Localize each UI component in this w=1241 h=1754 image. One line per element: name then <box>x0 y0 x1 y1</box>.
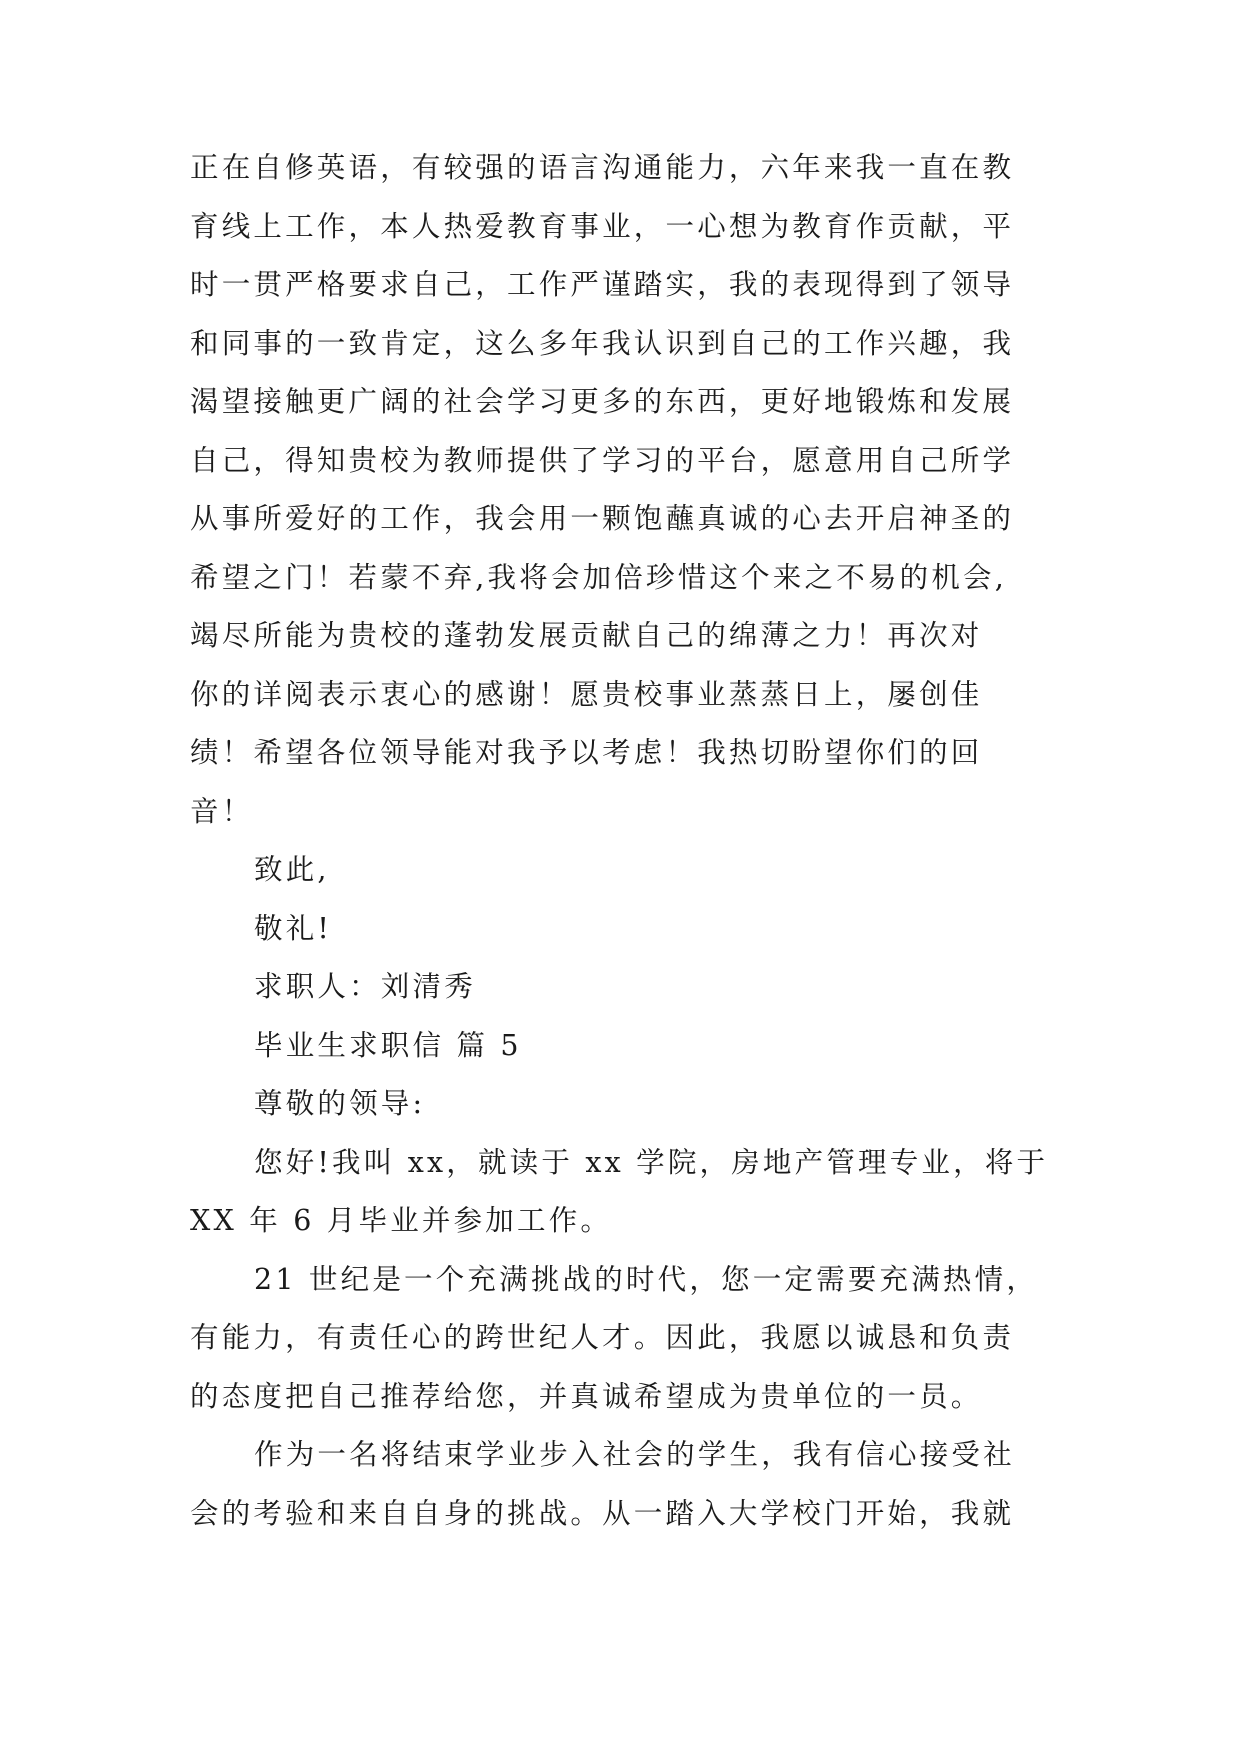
text-line: 从事所爱好的工作，我会用一颗饱蘸真诚的心去开启神圣的 <box>190 502 1015 535</box>
text-line: 会的考验和来自自身的挑战。从一踏入大学校门开始，我就 <box>190 1496 1015 1530</box>
closing-line: 致此, <box>254 853 330 886</box>
section-heading: 毕业生求职信 篇 5 <box>254 1028 522 1062</box>
text-line: 育线上工作，本人热爱教育事业，一心想为教育作贡献，平 <box>190 209 1015 243</box>
letter-body <box>190 139 1050 1543</box>
text-line: 和同事的一致肯定，这么多年我认识到自己的工作兴趣，我 <box>190 326 1015 360</box>
text-line: 21 世纪是一个充满挑战的时代，您一定需要充满热情， <box>254 1262 1039 1296</box>
text-line: 有能力，有责任心的跨世纪人才。因此，我愿以诚恳和负责 <box>190 1321 1015 1354</box>
text-line: 正在自修英语，有较强的语言沟通能力，六年来我一直在教 <box>190 151 1015 184</box>
text-line: 的态度把自己推荐给您，并真诚希望成为贵单位的一员。 <box>190 1379 983 1413</box>
text-line: 渴望接触更广阔的社会学习更多的东西，更好地锻炼和发展 <box>190 385 1015 418</box>
text-line: 绩！希望各位领导能对我予以考虑！我热切盼望你们的回 <box>190 736 983 769</box>
text-line: 竭尽所能为贵校的蓬勃发展贡献自己的绵薄之力！再次对 <box>190 619 983 652</box>
text-line: 作为一名将结束学业步入社会的学生，我有信心接受社 <box>254 1438 1015 1471</box>
text-line: 自己，得知贵校为教师提供了学习的平台，愿意用自己所学 <box>190 443 1015 477</box>
greeting-line: 尊敬的领导: <box>254 1087 426 1120</box>
text-line: 你的详阅表示衷心的感谢！愿贵校事业蒸蒸日上，屡创佳 <box>190 677 983 711</box>
text-line: 希望之门！若蒙不弃,我将会加倍珍惜这个来之不易的机会, <box>190 560 1008 594</box>
salutation-line: 敬礼! <box>254 911 333 945</box>
text-line: 您好!我叫 xx，就读于 xx 学院，房地产管理专业，将于 <box>254 1145 1049 1179</box>
text-line: XX 年 6 月毕业并参加工作。 <box>190 1204 613 1237</box>
signature-line: 求职人：刘清秀 <box>254 970 476 1003</box>
text-line: 音！ <box>190 794 254 828</box>
text-line: 时一贯严格要求自己，工作严谨踏实，我的表现得到了领导 <box>190 268 1015 301</box>
